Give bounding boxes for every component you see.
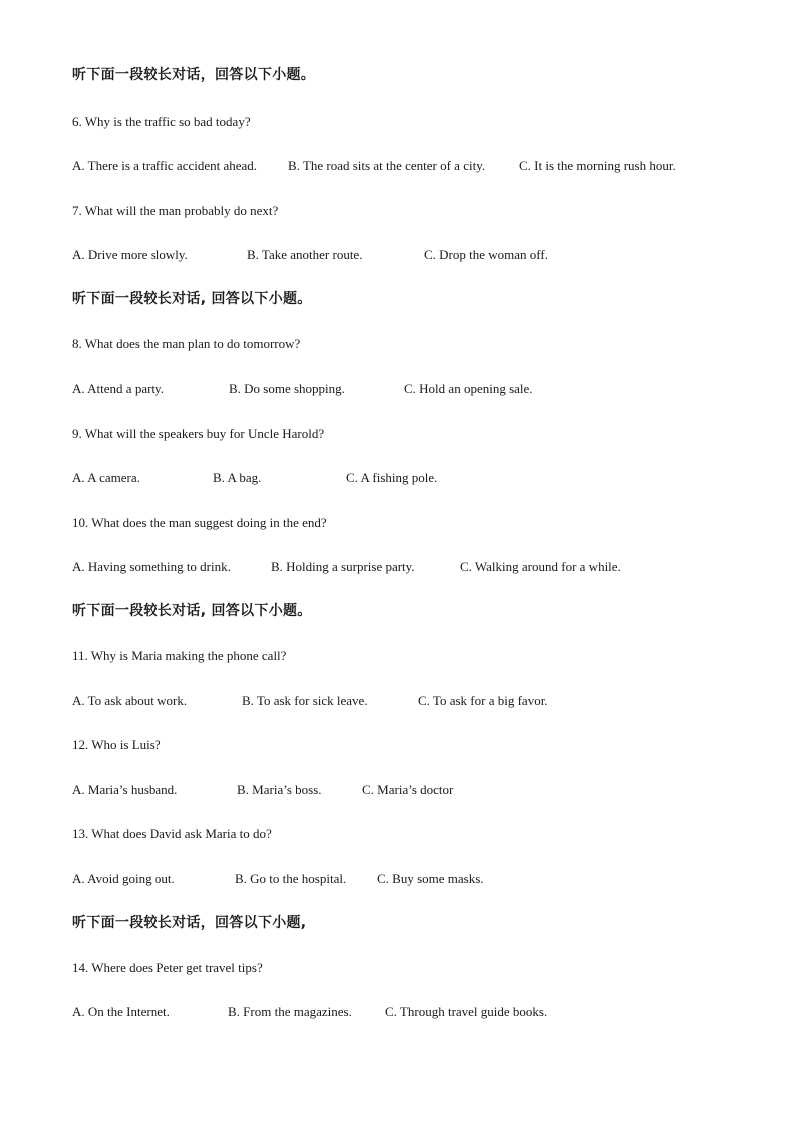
option-c: C. Drop the woman off. — [424, 247, 548, 262]
option-a: A. A camera. — [72, 470, 140, 485]
option-b: B. Maria’s boss. — [237, 782, 322, 797]
option-b: B. Do some shopping. — [229, 381, 345, 396]
option-b: B. The road sits at the center of a city. — [288, 158, 486, 173]
question-stem: 11. Why is Maria making the phone call? — [72, 648, 287, 663]
section-heading: 听下面一段较长对话，回答以下小题, — [72, 915, 307, 931]
option-a: A. To ask about work. — [72, 693, 188, 708]
question-stem: 7. What will the man probably do next? — [72, 203, 279, 218]
option-c: C. Walking around for a while. — [460, 559, 621, 574]
question-stem: 13. What does David ask Maria to do? — [72, 826, 272, 841]
option-c: C. It is the morning rush hour. — [519, 158, 676, 173]
question-stem: 6. Why is the traffic so bad today? — [72, 114, 251, 129]
option-c: C. Buy some masks. — [377, 871, 484, 886]
option-b: B. To ask for sick leave. — [242, 693, 368, 708]
option-a: A. Maria’s husband. — [72, 782, 178, 797]
option-a: A. Attend a party. — [72, 381, 164, 396]
question-stem: 14. Where does Peter get travel tips? — [72, 960, 263, 975]
option-c: C. Through travel guide books. — [385, 1004, 548, 1019]
option-b: B. Take another route. — [247, 247, 363, 262]
option-c: C. To ask for a big favor. — [418, 693, 548, 708]
option-c: C. Maria’s doctor — [362, 782, 454, 797]
section-heading: 听下面一段较长对话，回答以下小题。 — [72, 67, 316, 83]
question-stem: 12. Who is Luis? — [72, 737, 161, 752]
option-a: A. Avoid going out. — [72, 871, 175, 886]
option-b: B. Go to the hospital. — [235, 871, 347, 886]
option-b: B. A bag. — [213, 470, 262, 485]
option-a: A. Having something to drink. — [72, 559, 231, 574]
question-stem: 10. What does the man suggest doing in the end? — [72, 515, 327, 530]
option-b: B. Holding a surprise party. — [271, 559, 415, 574]
section-heading: 听下面一段较长对话, 回答以下小题。 — [72, 291, 312, 307]
option-b: B. From the magazines. — [228, 1004, 352, 1019]
option-c: C. Hold an opening sale. — [404, 381, 533, 396]
option-c: C. A fishing pole. — [346, 470, 438, 485]
question-stem: 9. What will the speakers buy for Uncle Harold? — [72, 426, 325, 441]
option-a: A. On the Internet. — [72, 1004, 170, 1019]
option-a: A. Drive more slowly. — [72, 247, 188, 262]
question-stem: 8. What does the man plan to do tomorrow? — [72, 336, 301, 351]
section-heading: 听下面一段较长对话, 回答以下小题。 — [72, 603, 312, 619]
option-a: A. There is a traffic accident ahead. — [72, 158, 258, 173]
